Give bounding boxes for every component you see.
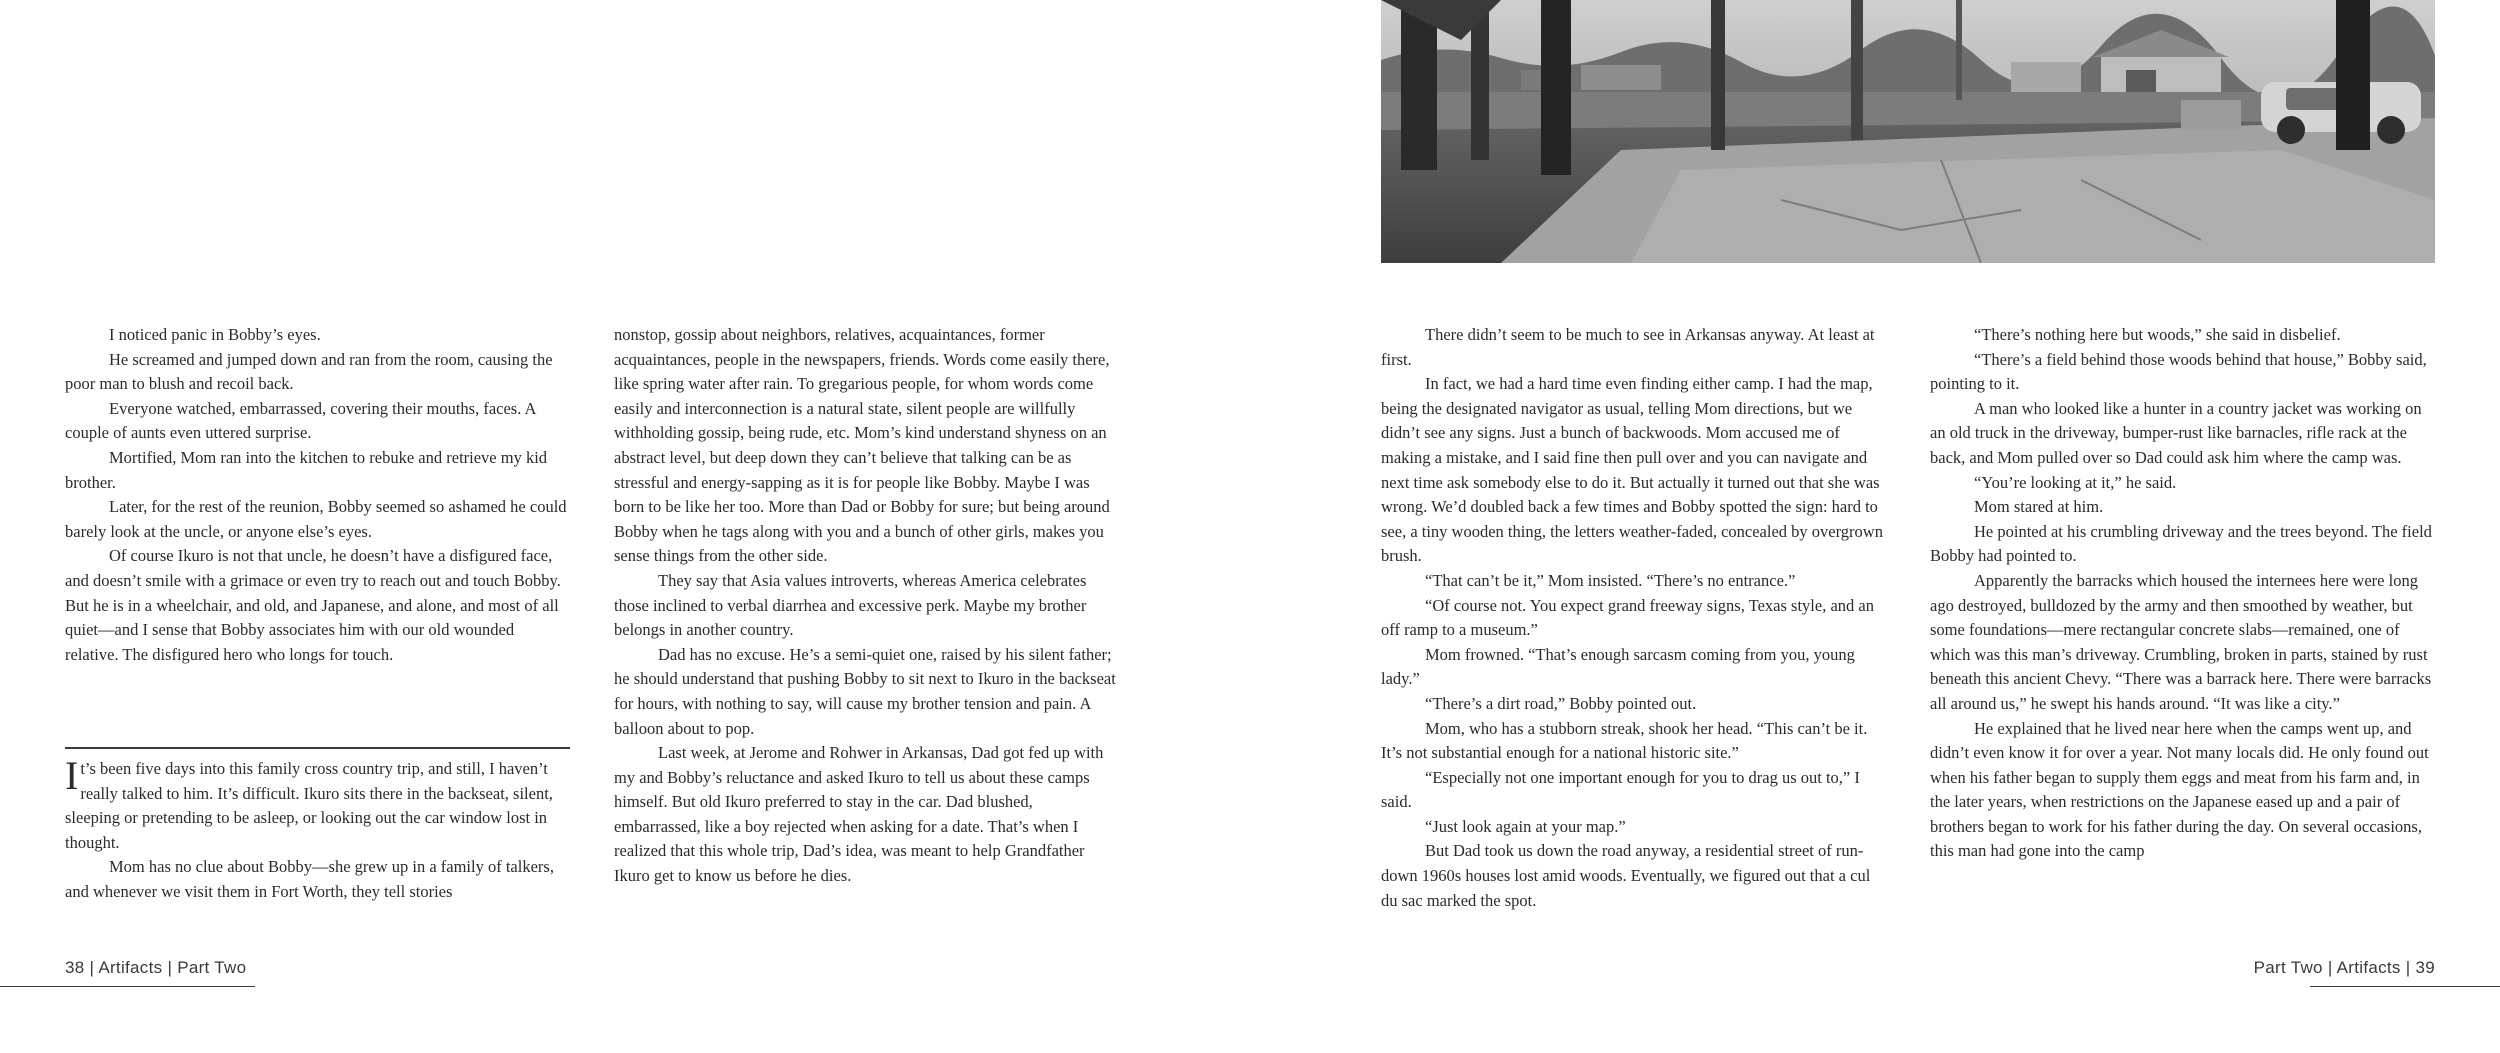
paragraph: “There’s a dirt road,” Bobby pointed out. — [1425, 693, 1697, 713]
page-folio-left: 38 | Artifacts | Part Two — [65, 958, 247, 977]
paragraph: Mom has no clue about Bobby—she grew up in a family of talkers, and whenever we visit them in Fort Worth, they tell stories — [65, 857, 554, 901]
paragraph: He screamed and jumped down and ran from the room, causing the poor man to blush and recoil back. — [65, 349, 553, 394]
paragraph: They say that Asia values introverts, whereas America celebrates those inclined to verbal diarrhea and excessive perk. Maybe my brother belongs in another country. — [614, 570, 1087, 640]
paragraph: “There’s a field behind those woods behind that house,” Bobby said, pointing to it. — [1930, 349, 2427, 394]
paragraph: I noticed panic in Bobby’s eyes. — [109, 325, 321, 344]
right-column-2 — [1930, 323, 2435, 864]
paragraph: “That can’t be it,” Mom insisted. “There’s no entrance.” — [1425, 570, 1796, 590]
paragraph: Last week, at Jerome and Rohwer in Arkansas, Dad got fed up with my and Bobby’s reluctance and asked Ikuro to tell us about these camps himself. But old Ikuro preferred to stay in the car. Dad blushed, embarrassed, like a boy rejected when asking for a date. That’s when I realized that this whole trip, Dad’s idea, was meant to help Grandfather Ikuro get to know us before he dies. — [614, 743, 1104, 886]
paragraph: Mortified, Mom ran into the kitchen to rebuke and retrieve my kid brother. — [65, 447, 548, 492]
paragraph: But Dad took us down the road anyway, a residential street of run-down 1960s houses lost amid woods. Eventually, we figured out that a cul du sac marked the spot. — [1381, 841, 1871, 910]
paragraph: nonstop, gossip about neighbors, relatives, acquaintances, former acquaintances, people in the newspapers, friends. Words come easily there, like spring water after rain. To gregarious people, for whom words come easily and interconnection is a natural state, silent people are willfully withholding gossip, being rude, etc. Mom’s kind understand shyness on an abstract level, but deep down they can’t believe that talking can be as stressful and energy-sapping as it is for people like Bobby. Maybe I was born to be like her too. More than Dad or Bobby for sure; but being around Bobby when he tags along with you and a bunch of other girls, makes you sense things from the other side. — [614, 325, 1110, 566]
paragraph: He pointed at his crumbling driveway and the trees beyond. The field Bobby had pointed to. — [1930, 521, 2432, 566]
paragraph: Apparently the barracks which housed the internees here were long ago destroyed, bulldozed by the army and then smoothed by weather, but some foundations—mere rectangular concrete slabs—remained, one of which was this man’s driveway. Crumbling, broken in parts, stained by rust beneath this ancient Chevy. “There was a barrack here. There were barracks all around us,” he swept his hands around. “It was like a city.” — [1930, 570, 2432, 713]
section-opening-text: t’s been five days into this family cross country trip, and still, I haven’t really talked to him. It’s difficult. Ikuro sits there in the backseat, silent, sleeping or pretending to be asleep, or looking out the car window lost in thought. — [65, 759, 553, 852]
paragraph: Mom stared at him. — [1974, 497, 2104, 517]
paragraph: “Especially not one important enough for you to drag us out to,” I said. — [1381, 767, 1860, 812]
section-divider — [65, 747, 570, 749]
paragraph: In fact, we had a hard time even finding either camp. I had the map, being the designated navigator as usual, telling Mom directions, but we didn’t see any signs. Just a bunch of backwoods. Mom accused me of making a mistake, and I said fine then pull over and you can navigate and next time ask somebody else to do it. But actually it turned out that she was wrong. We’d doubled back a few times and Bobby spotted the sign: hard to see, a tiny wooden thing, the letters weather-faded, concealed by overgrown brush. — [1381, 374, 1883, 566]
paragraph: There didn’t seem to be much to see in Arkansas anyway. At least at first. — [1381, 325, 1875, 369]
paragraph: Everyone watched, embarrassed, covering their mouths, faces. A couple of aunts even uttered surprise. — [65, 398, 536, 443]
black-and-white-photo — [1381, 0, 2435, 263]
paragraph: A man who looked like a hunter in a country jacket was working on an old truck in the driveway, bumper-rust like barnacles, rifle rack at the back, and Mom pulled over so Dad could ask him where the camp was. — [1930, 398, 2422, 467]
paragraph: Mom frowned. “That’s enough sarcasm coming from you, young lady.” — [1381, 644, 1855, 689]
section-opening-paragraph — [65, 753, 570, 855]
paragraph: Later, for the rest of the reunion, Bobby seemed so ashamed he could barely look at the uncle, or anyone else’s eyes. — [65, 497, 567, 541]
left-column-1-section — [65, 753, 570, 905]
paragraph: “Just look again at your map.” — [1425, 816, 1626, 836]
right-column-1 — [1381, 323, 1886, 913]
paragraph: Of course Ikuro is not that uncle, he doesn’t have a disfigured face, and doesn’t smile with a grimace or even try to reach out and touch Bobby. But he is in a wheelchair, and old, and Japanese, and alone, and most of all quiet—and I sense that Bobby associates him with our old wounded relative. The disfigured hero who longs for touch. — [65, 546, 561, 664]
folio-rule-left — [0, 986, 255, 987]
page-folio-right: Part Two | Artifacts | 39 — [2253, 958, 2435, 977]
folio-rule-right — [2310, 986, 2500, 987]
paragraph: “Of course not. You expect grand freeway signs, Texas style, and an off ramp to a museum.” — [1381, 595, 1874, 640]
left-column-1 — [65, 323, 570, 667]
paragraph: He explained that he lived near here when the camps went up, and didn’t even know it for over a year. Not many locals did. He only found out when his father began to supply them eggs and meat from his farm and, in the later years, when restrictions on the Japanese eased up and a pair of brothers began to work for his father during the day. On several occasions, this man had gone into the camp — [1930, 718, 2429, 861]
paragraph: “You’re looking at it,” he said. — [1974, 472, 2177, 492]
drop-cap: I — [65, 753, 79, 798]
paragraph: Mom, who has a stubborn streak, shook her head. “This can’t be it. It’s not substantial enough for a national historic site.” — [1381, 718, 1868, 763]
left-column-2 — [614, 323, 1119, 889]
paragraph: Dad has no excuse. He’s a semi-quiet one, raised by his silent father; he should understand that pushing Bobby to sit next to Ikuro in the backseat for hours, with nothing to say, will cause my brother tension and pain. A balloon about to pop. — [614, 644, 1116, 738]
paragraph: “There’s nothing here but woods,” she said in disbelief. — [1974, 325, 2341, 344]
